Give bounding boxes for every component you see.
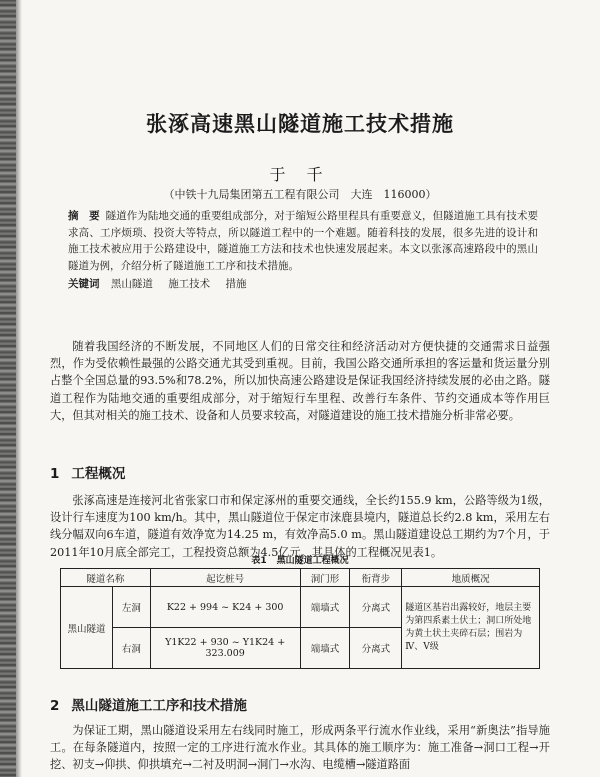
step-cell: 分离式 xyxy=(350,628,402,669)
tunnel-name-cell: 黑山隧道 xyxy=(61,587,113,669)
scan-shadow xyxy=(16,0,22,777)
portal-cell: 端墙式 xyxy=(300,587,350,628)
section2-paragraph: 为保证工期，黑山隧道设采用左右线同时施工，形成两条平行流水作业线，采用“新奥法”指导施工。在每条隧道内，按照一定的工序进行流水作业。其具体的施工顺序为：施工准备→洞口工程→开挖、初支→仰拱、仰拱填充→二衬及明洞→洞门→水沟、电缆槽→隧道路面 xyxy=(50,724,550,772)
intro-paragraph: 随着我国经济的不断发展，不同地区人们的日常交往和经济活动对方便快捷的交通需求日益强烈，作为受依赖性最强的公路交通尤其受到重视。目前，我国公路交通所承担的客运量和货运量分别占整个全国总量的93.5%和78.2%，所以加快高速公路建设是保证我国经济持续发展的必由之路。隧道工程作为陆地交通的重要组成部分，对于缩短行车里程、改善行车条件、节约交通成本等作用巨大，但其对相关的施工技术、设备和人员要求较高，对隧道建设的施工技术措施分析非常必要。 xyxy=(50,340,550,422)
abstract-text: 隧道作为陆地交通的重要组成部分，对于缩短公路里程具有重要意义，但隧道施工具有技术要求高、工序烦琐、投资大等特点，所以隧道工程中的一个难题。随着科技的发展，很多先进的设计和施工技术被应用于公路建设中，隧道施工方法和技术也快速发展起来。本文以张涿高速路段中的黑山隧道为例，介绍分析了隧道施工工序和技术措施。 xyxy=(68,210,538,272)
scan-edge xyxy=(0,0,16,777)
author-affiliation: （中铁十九局集团第五工程有限公司 大连 116000） xyxy=(163,188,437,201)
keywords xyxy=(68,276,538,291)
section-heading xyxy=(50,694,247,714)
geology-cell: 隧道区基岩出露较好，地层主要为第四系素土伏土；洞口所处地为黄土状土夹碎石层；围岩为Ⅳ、Ⅴ级 xyxy=(402,587,540,669)
paper-title: 张涿高速黑山隧道施工技术措施 xyxy=(146,112,454,136)
keyword: 施工技术 xyxy=(168,278,211,290)
table-row xyxy=(61,587,540,628)
table-title: 黑山隧道工程概况 xyxy=(276,556,349,566)
abstract-label: 摘 要 xyxy=(68,210,100,222)
side-cell: 右洞 xyxy=(112,628,150,669)
section-title: 工程概况 xyxy=(71,466,126,482)
header-range: 起讫桩号 xyxy=(150,569,300,587)
step-cell: 分离式 xyxy=(350,587,402,628)
table-caption xyxy=(50,553,550,566)
author-name: 于 千 xyxy=(269,165,331,184)
keyword: 措施 xyxy=(225,278,247,290)
side-cell: 左洞 xyxy=(112,587,150,628)
project-overview-table xyxy=(60,568,540,669)
header-geology: 地质概况 xyxy=(402,569,540,587)
header-step: 衔背步 xyxy=(350,569,402,587)
range-cell: Y1K22 + 930 ~ Y1K24 + 323.009 xyxy=(150,628,300,669)
keyword: 黑山隧道 xyxy=(110,278,153,290)
abstract xyxy=(68,208,538,274)
header-tunnel-name: 隧道名称 xyxy=(61,569,151,587)
section-title: 黑山隧道施工工序和技术措施 xyxy=(71,698,247,714)
portal-cell: 端墙式 xyxy=(300,628,350,669)
section-number: 1 xyxy=(50,466,60,482)
keywords-label: 关键词 xyxy=(68,278,100,290)
section-number: 2 xyxy=(50,698,60,714)
range-cell: K22 + 994 ~ K24 + 300 xyxy=(150,587,300,628)
section-heading xyxy=(50,462,125,482)
header-portal: 洞门形 xyxy=(300,569,350,587)
table-number: 表1 xyxy=(251,556,267,566)
section1-paragraph: 张涿高速是连接河北省张家口市和保定涿州的重要交通线，全长约155.9 km，公路等级为1级，设计行车速度为100 km/h。其中，黑山隧道位于保定市涞鹿县境内，隧道总长约2.8 km，采用左右线分幅双向6车道，隧道有效净宽为14.25 m，有效净高5.0 m。黑山隧道建设总工期约为7个月，于2011年10月底全部完工，工程投资总额为4.5亿元。其具体的工程概况见表1。 xyxy=(50,494,550,559)
table-header-row xyxy=(61,569,540,587)
